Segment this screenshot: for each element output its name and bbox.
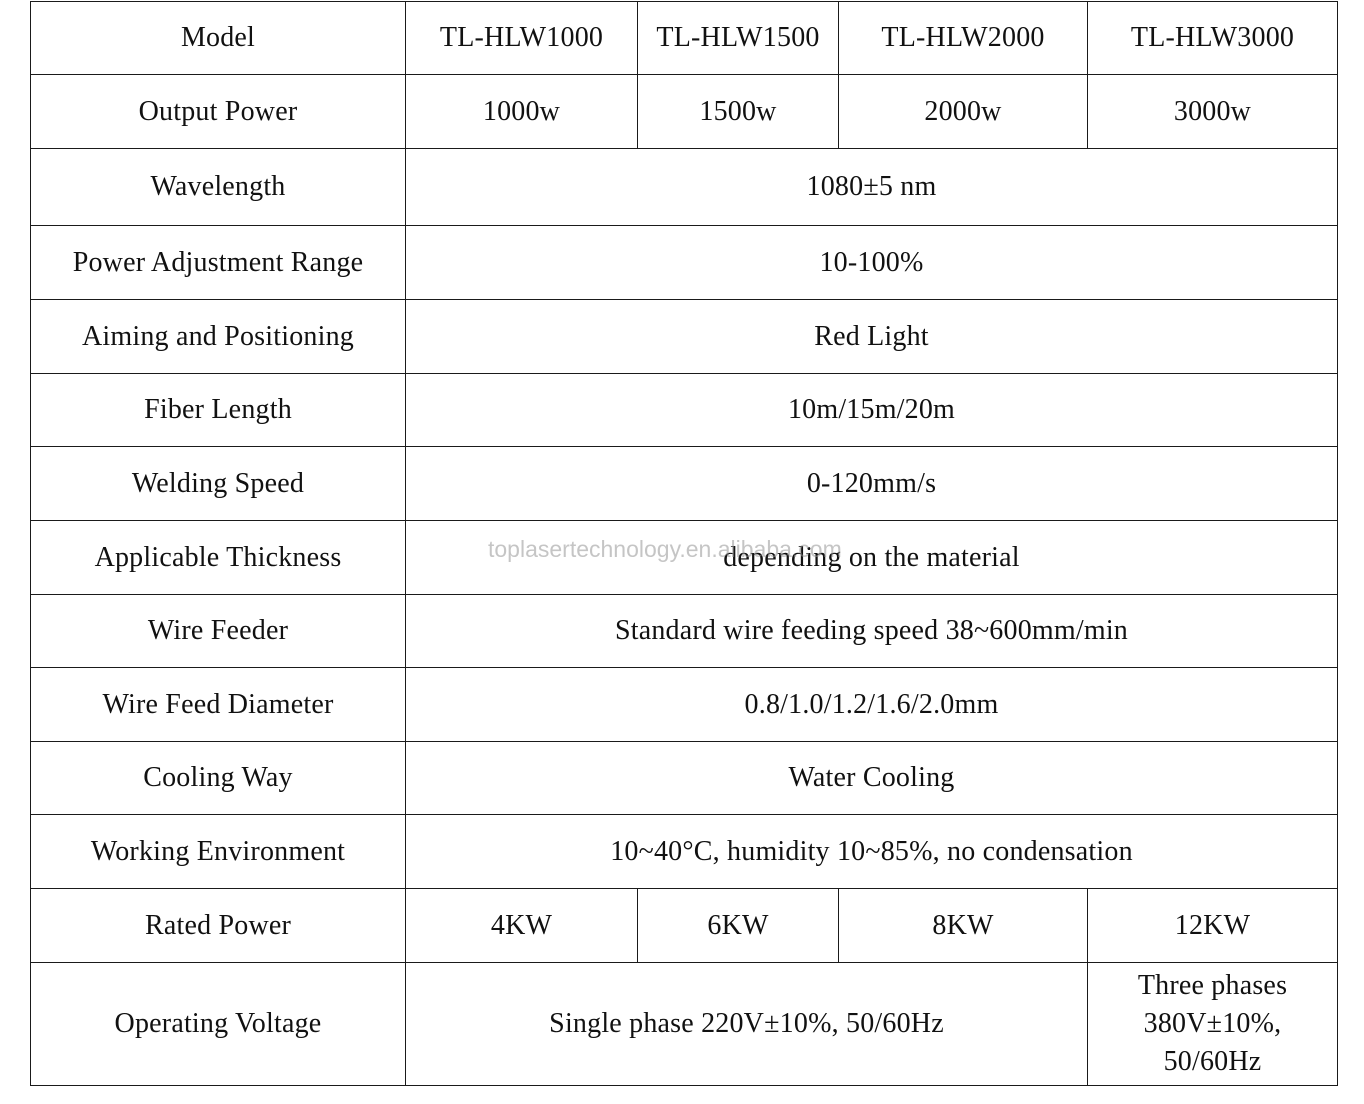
spec-table bbox=[30, 1, 1338, 1086]
table-row-cooling-way bbox=[31, 742, 1338, 815]
output-power-cell-1: 1000w bbox=[406, 75, 638, 149]
row-label-cooling-way: Cooling Way bbox=[31, 742, 406, 815]
row-label-aiming-positioning: Aiming and Positioning bbox=[31, 300, 406, 374]
table-row-rated-power bbox=[31, 889, 1338, 963]
row-label-power-adjustment-range: Power Adjustment Range bbox=[31, 226, 406, 300]
rated-power-cell-3: 8KW bbox=[839, 889, 1088, 963]
row-label-rated-power: Rated Power bbox=[31, 889, 406, 963]
model-cell-4: TL-HLW3000 bbox=[1088, 2, 1338, 75]
row-label-wire-feeder: Wire Feeder bbox=[31, 595, 406, 668]
table-row-working-environment bbox=[31, 815, 1338, 889]
output-power-cell-2: 1500w bbox=[638, 75, 839, 149]
row-label-wavelength: Wavelength bbox=[31, 149, 406, 226]
wire-feeder-value: Standard wire feeding speed 38~600mm/min bbox=[406, 595, 1338, 668]
model-cell-3: TL-HLW2000 bbox=[839, 2, 1088, 75]
table-row-wire-feeder bbox=[31, 595, 1338, 668]
fiber-length-value: 10m/15m/20m bbox=[406, 374, 1338, 447]
output-power-cell-4: 3000w bbox=[1088, 75, 1338, 149]
row-label-welding-speed: Welding Speed bbox=[31, 447, 406, 521]
three-phase-voltage-value bbox=[1088, 963, 1338, 1086]
table-row-power-adjustment-range bbox=[31, 226, 1338, 300]
working-environment-value: 10~40°C, humidity 10~85%, no condensation bbox=[406, 815, 1338, 889]
model-cell-2: TL-HLW1500 bbox=[638, 2, 839, 75]
wavelength-value: 1080±5 nm bbox=[406, 149, 1338, 226]
power-adjustment-range-value: 10-100% bbox=[406, 226, 1338, 300]
row-label-working-environment: Working Environment bbox=[31, 815, 406, 889]
table-row-wire-feed-diameter bbox=[31, 668, 1338, 742]
table-row-fiber-length bbox=[31, 374, 1338, 447]
rated-power-cell-2: 6KW bbox=[638, 889, 839, 963]
cooling-way-value: Water Cooling bbox=[406, 742, 1338, 815]
three-phase-line-2: 380V±10%, bbox=[1143, 1008, 1282, 1039]
applicable-thickness-value: depending on the material bbox=[406, 521, 1338, 595]
wire-feed-diameter-value: 0.8/1.0/1.2/1.6/2.0mm bbox=[406, 668, 1338, 742]
table-row-applicable-thickness bbox=[31, 521, 1338, 595]
table-row-model bbox=[31, 2, 1338, 75]
table-row-operating-voltage bbox=[31, 963, 1338, 1086]
table-row-aiming-positioning bbox=[31, 300, 1338, 374]
row-label-applicable-thickness: Applicable Thickness bbox=[31, 521, 406, 595]
watermark: toplasertechnology.en.alibaba.com bbox=[488, 536, 842, 562]
three-phase-line-3: 50/60Hz bbox=[1163, 1046, 1262, 1077]
rated-power-cell-4: 12KW bbox=[1088, 889, 1338, 963]
row-label-wire-feed-diameter: Wire Feed Diameter bbox=[31, 668, 406, 742]
rated-power-cell-1: 4KW bbox=[406, 889, 638, 963]
table-row-welding-speed bbox=[31, 447, 1338, 521]
output-power-cell-3: 2000w bbox=[839, 75, 1088, 149]
aiming-positioning-value: Red Light bbox=[406, 300, 1338, 374]
model-cell-1: TL-HLW1000 bbox=[406, 2, 638, 75]
row-label-output-power: Output Power bbox=[31, 75, 406, 149]
row-label-fiber-length: Fiber Length bbox=[31, 374, 406, 447]
row-label-model: Model bbox=[31, 2, 406, 75]
table-row-wavelength bbox=[31, 149, 1338, 226]
table-row-output-power bbox=[31, 75, 1338, 149]
row-label-operating-voltage: Operating Voltage bbox=[31, 963, 406, 1086]
single-phase-voltage-value: Single phase 220V±10%, 50/60Hz bbox=[406, 963, 1088, 1086]
welding-speed-value: 0-120mm/s bbox=[406, 447, 1338, 521]
three-phase-line-1: Three phases bbox=[1137, 970, 1288, 1001]
